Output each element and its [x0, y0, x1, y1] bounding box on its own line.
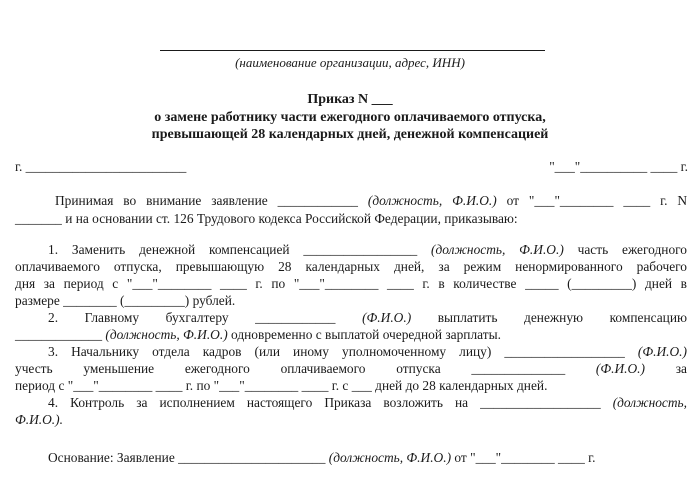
order-title: Приказ N ___ — [307, 92, 393, 107]
item-2-blank: _____________ — [15, 327, 103, 342]
preamble-line-2: _______ и на основании ст. 126 Трудового кодекса Российской Федерации, приказываю: — [15, 211, 518, 226]
order-subject-line-2: превышающей 28 календарных дней, денежной компенсацией — [151, 127, 549, 142]
item-3-text-2-end: за — [675, 361, 687, 376]
basis-text: Основание: Заявление ______________________ — [48, 450, 326, 465]
item-3-text-2: учесть уменьшение ежегодного оплачиваемого отпуска ______________ — [15, 361, 566, 376]
order-subject-line-1: о замене работнику части ежегодного оплачиваемого отпуска, — [154, 110, 546, 125]
item-3-line-1 — [48, 344, 687, 360]
item-2-text-end: выплатить денежную компенсацию — [437, 310, 687, 325]
item-4-text: 4. Контроль за исполнением настоящего Приказа возложить на __________________ — [48, 395, 601, 410]
item-3-hint-2: (Ф.И.О.) — [595, 361, 645, 376]
preamble-hint: (должность, Ф.И.О.) — [367, 193, 497, 208]
item-2-line-2 — [15, 327, 501, 343]
item-1-line-2: оплачиваемого отпуска, превышающую 28 календарных дней, за режим ненормированного рабочего — [15, 259, 687, 274]
basis-line — [48, 450, 596, 466]
item-1-line-4: размере ________ (_________) рублей. — [15, 293, 236, 308]
basis-date: от "___"________ ____ г. — [454, 450, 596, 465]
item-3-line-2 — [15, 361, 687, 377]
item-2-hint-2: (должность, Ф.И.О.) — [105, 327, 228, 342]
item-4-line-2: Ф.И.О.). — [15, 412, 63, 427]
item-1-line-3: дня за период с "___"________ ____ г. по "___"________ ____ г. в количестве _____ (_________) дней в — [15, 276, 687, 291]
item-2-text: 2. Главному бухгалтеру ____________ — [48, 310, 336, 325]
item-4-hint: (должность, — [612, 395, 687, 410]
preamble-date: от "___"________ ____ г. N — [506, 193, 687, 208]
item-2-hint: (Ф.И.О.) — [362, 310, 412, 325]
item-4-line-1 — [48, 395, 687, 411]
order-date-field: "___"__________ ____ г. — [549, 159, 688, 174]
item-2-text-2: одновременно с выплатой очередной зарплаты. — [231, 327, 501, 342]
item-1-text: 1. Заменить денежной компенсацией _________________ — [48, 242, 418, 257]
item-1-line-1 — [48, 242, 687, 258]
item-1-text-end: часть ежегодного — [577, 242, 687, 257]
organization-line — [160, 50, 545, 51]
item-3-text: 3. Начальнику отдела кадров (или иному уполномоченному лицу) __________________ — [48, 344, 625, 359]
basis-hint: (должность, Ф.И.О.) — [328, 450, 452, 465]
item-1-hint: (должность, Ф.И.О.) — [431, 242, 564, 257]
item-3-hint: (Ф.И.О.) — [637, 344, 687, 359]
city-field: г. ________________________ — [15, 159, 187, 174]
preamble-text: Принимая во внимание заявление ____________ — [55, 193, 358, 208]
preamble-line-1 — [55, 193, 687, 209]
item-2-line-1 — [48, 310, 687, 326]
item-3-line-3: период с "___"________ ____ г. по "___"________ ____ г. с ___ дней до 28 календарных дней. — [15, 378, 548, 393]
organization-caption: (наименование организации, адрес, ИНН) — [235, 55, 465, 70]
